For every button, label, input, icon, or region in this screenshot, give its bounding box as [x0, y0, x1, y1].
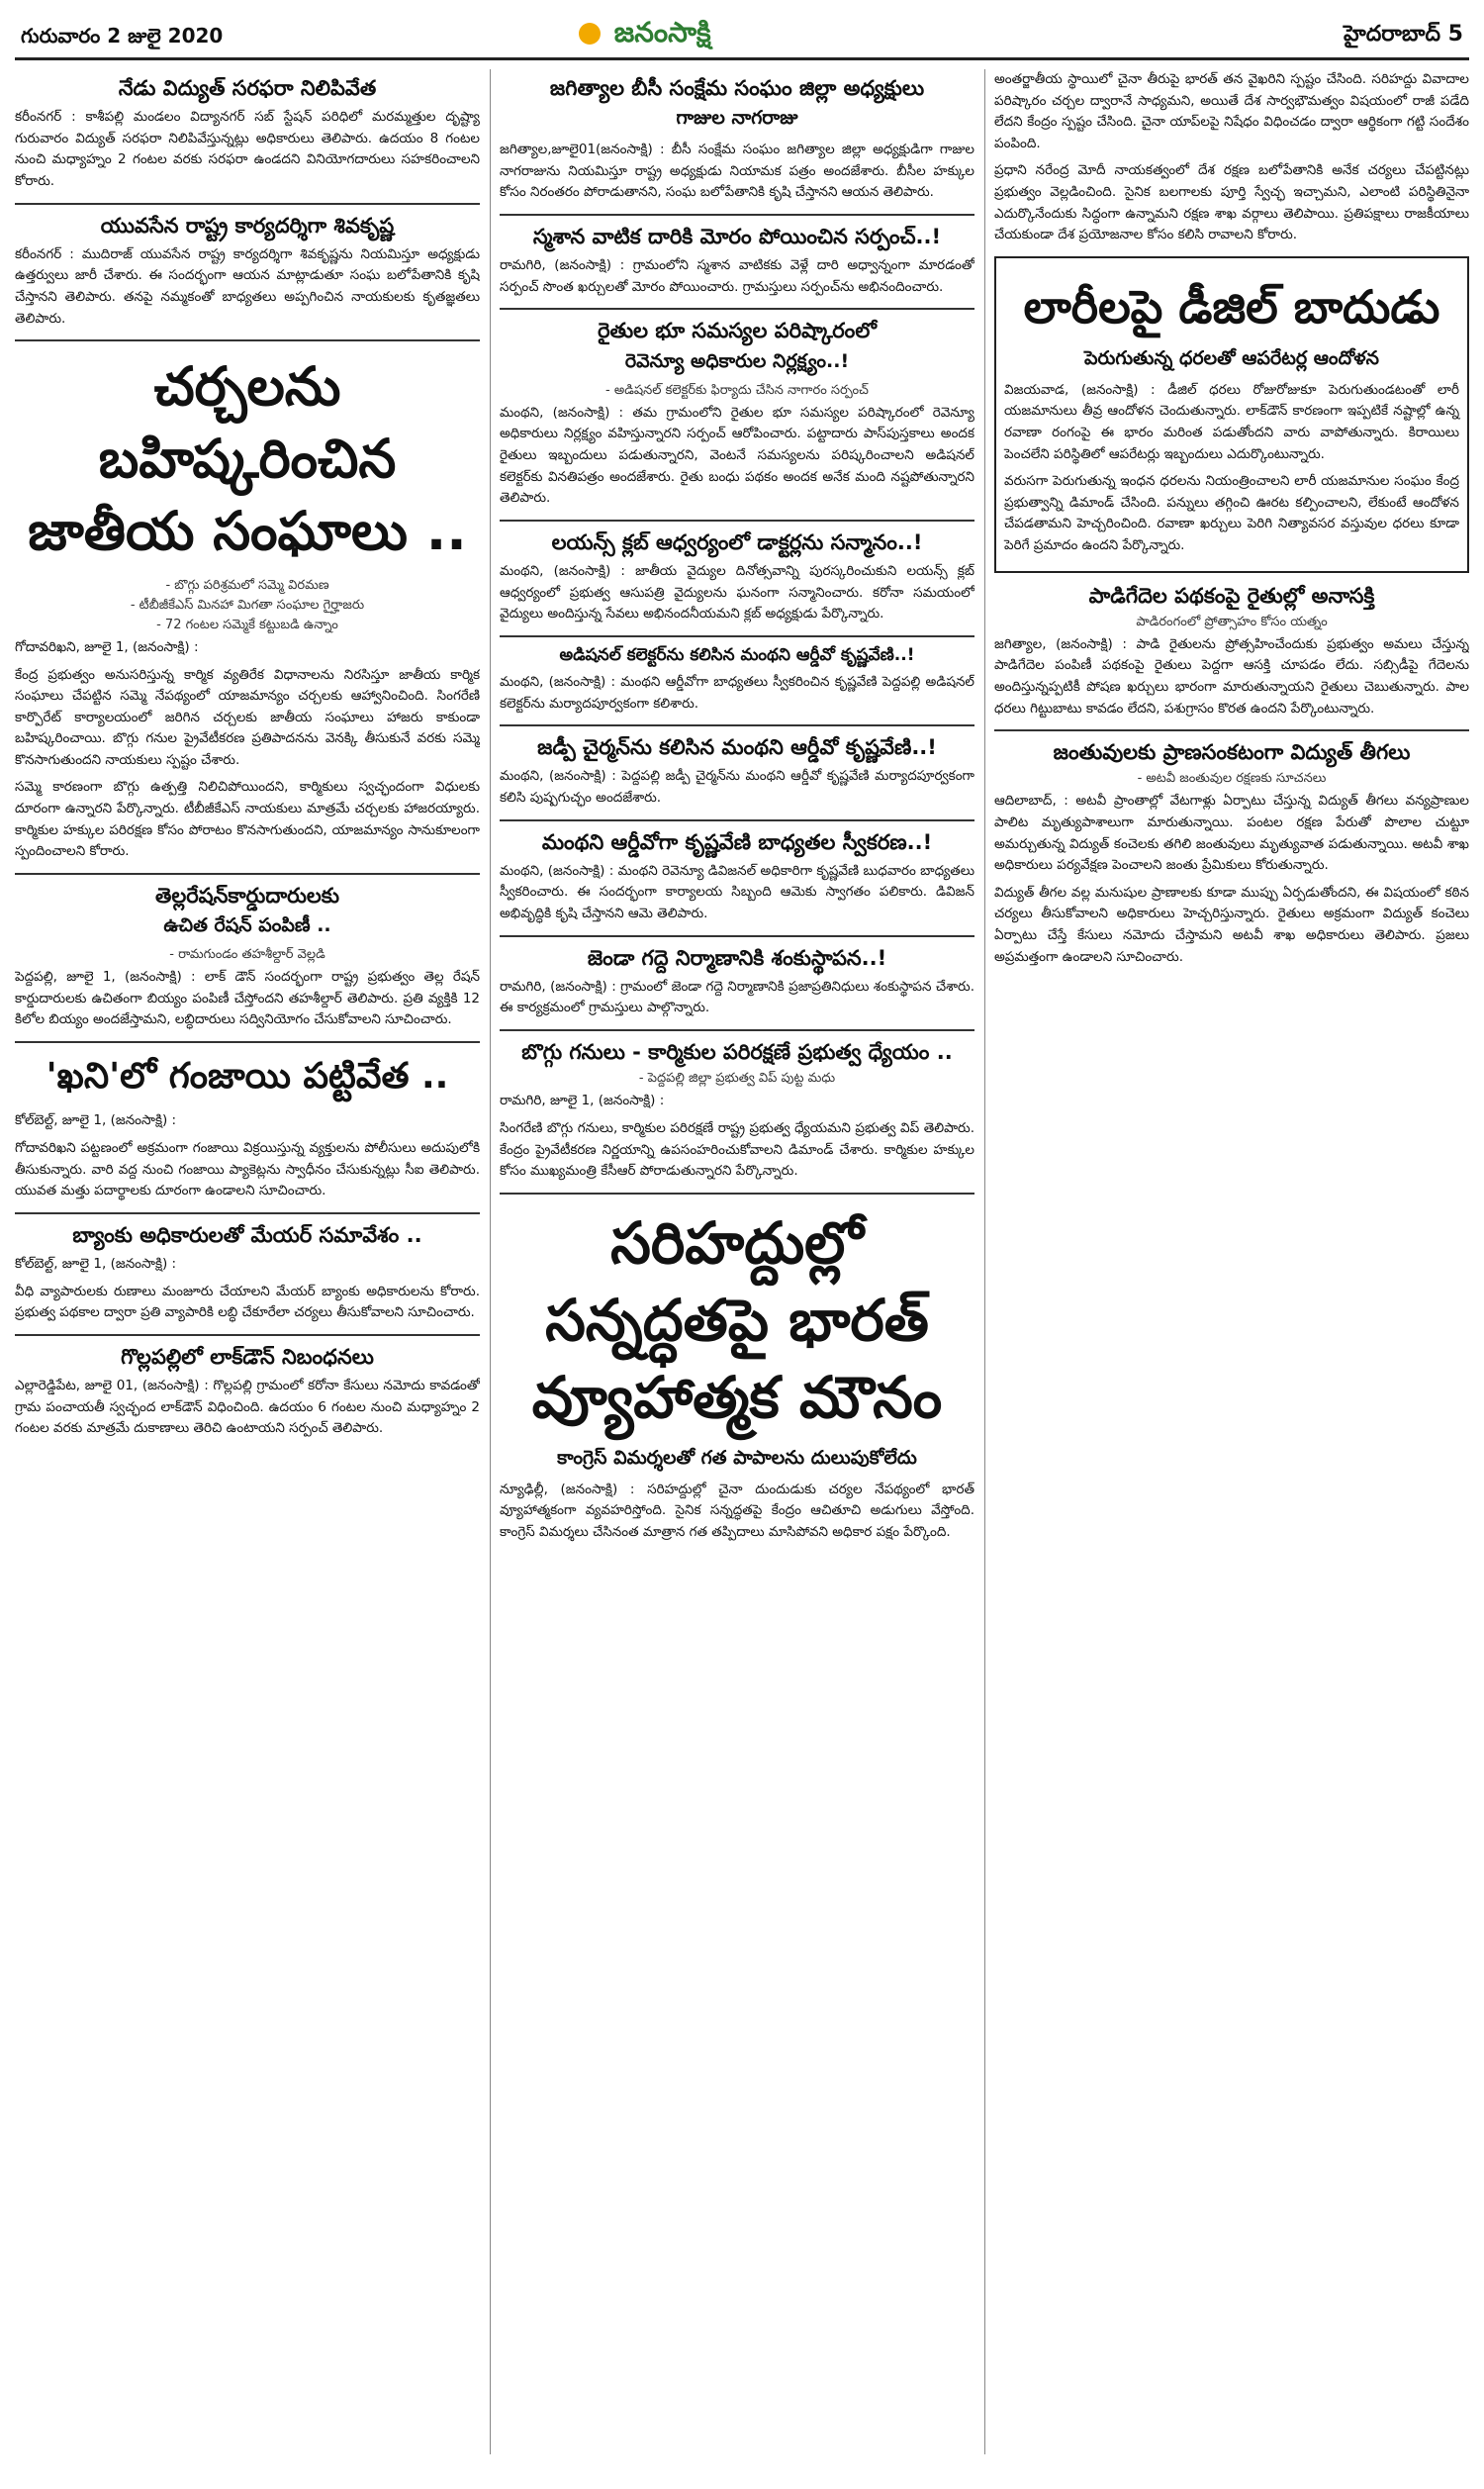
article-body: మంథని, (జనంసాక్షి) : మంథని రెవెన్యూ డివిజనల్ అధికారిగా కృష్ణవేణి బుధవారం బాధ్యతలు స్వీకరించారు. ఈ సందర్భంగా కార్యాలయ సిబ్బంది ఆమెకు స్వాగతం పలికారు. డివిజన్ అభివృద్ధికి కృషి చేస్తానని ఆమె తెలిపారు.	[500, 862, 974, 922]
dateline: కోల్‌బెల్ట్, జూలై 1, (జనంసాక్షి) :	[15, 1112, 177, 1129]
article-power-cut	[15, 75, 480, 193]
article-lockdown	[15, 1344, 480, 1440]
subheadline: రెవెన్యూ అధికారుల నిర్లక్ష్యం..!	[624, 349, 850, 372]
headline: లయన్స్ క్లబ్ ఆధ్వర్యంలో డాక్టర్లను సన్మానం..!	[551, 529, 923, 554]
logo-icon	[579, 23, 601, 45]
article-body: వరుసగా పెరుగుతున్న ఇంధన ధరలను నియంత్రించాలని లారీ యజమానుల సంఘం కేంద్ర ప్రభుత్వాన్ని డిమాండ్ చేసింది. పన్నులు తగ్గించి ఊరట కల్పించాలని, లేకుంటే ఆందోళన చేపడతామని హెచ్చరించింది. రవాణా ఖర్చులు పెరిగి నిత్యావసర వస్తువుల ధరలు కూడా పెరిగే ప్రమాదం ఉందని పేర్కొన్నారు.	[1004, 473, 1459, 553]
divider	[500, 214, 974, 216]
headline: పాడిగేదెల పథకంపై రైతుల్లో అనాసక్తి	[1088, 583, 1375, 608]
article-body: పెద్దపల్లి, జూలై 1, (జనంసాక్షి) : లాక్ డౌన్ సందర్భంగా రాష్ట్ర ప్రభుత్వం తెల్ల రేషన్ కార్డుదారులకు ఉచితంగా బియ్యం పంపిణీ చేస్తోందని తహశీల్దార్ తెలిపారు. ప్రతి వ్యక్తికి 12 కిలోల బియ్యం అందజేస్తామని, లబ్ధిదారులు సద్వినియోగం చేసుకోవాలని సూచించారు.	[15, 969, 480, 1028]
divider	[994, 729, 1469, 731]
article-body: మంథని, (జనంసాక్షి) : పెద్దపల్లి జడ్పీ చైర్మన్‌ను మంథని ఆర్డీవో కృష్ణవేణి మర్యాదపూర్వకంగా కలిసి పుష్పగుచ్ఛం అందజేశారు.	[500, 768, 974, 806]
article-ration	[15, 883, 480, 1031]
headline: తెల్లరేషన్‌కార్డుదారులకు	[155, 883, 339, 908]
subheadline: కాంగ్రెస్ విమర్శలతో గత పాపాలను దులుపుకోలేదు	[557, 1446, 917, 1469]
column-3	[994, 69, 1469, 2454]
headline: బొగ్గు గనులు - కార్మికుల పరిరక్షణే ప్రభుత్వ ధ్యేయం ..	[521, 1040, 953, 1065]
article-body: సమ్మె కారణంగా బొగ్గు ఉత్పత్తి నిలిచిపోయిందని, కార్మికులు స్వచ్ఛందంగా విధులకు దూరంగా ఉన్నారని పేర్కొన్నారు. టీబీజీకేఎస్ నాయకులు మాత్రమే చర్చలకు హాజరయ్యారు. కార్మికుల హక్కుల పరిరక్షణ కోసం పోరాటం కొనసాగుతుందని, యాజమాన్యం సానుకూలంగా స్పందించాలని కోరారు.	[15, 779, 480, 860]
article-mayor	[15, 1222, 480, 1324]
article-border	[500, 1204, 974, 1544]
article-lions	[500, 529, 974, 625]
divider	[500, 520, 974, 522]
article-dairy	[994, 583, 1469, 720]
article-body: ఆదిలాబాద్, : అటవీ ప్రాంతాల్లో వేటగాళ్లు ఏర్పాటు చేస్తున్న విద్యుత్ తీగలు వన్యప్రాణుల పాలిట మృత్యుపాశాలుగా మారుతున్నాయి. పంటల రక్షణ పేరుతో పొలాల చుట్టూ అమర్చుతున్న విద్యుత్ కంచెలకు తగిలి జంతువులు మృత్యువాత పడుతున్నాయి. అటవీ శాఖ అధికారులు పర్యవేక్షణ పెంచాలని జంతు ప్రేమికులు కోరుతున్నారు.	[994, 793, 1469, 874]
headline: మంథని ఆర్డీవోగా కృష్ణవేణి బాధ్యతల స్వీకరణ..!	[541, 829, 933, 854]
headline: చర్చలను బహిష్కరించిన జాతీయ సంఘాలు ..	[28, 355, 467, 563]
divider	[15, 339, 480, 341]
newspaper-page	[15, 14, 1469, 2458]
article-body: సింగరేణి బొగ్గు గనులు, కార్మికుల పరిరక్షణే రాష్ట్ర ప్రభుత్వ ధ్యేయమని ప్రభుత్వ విప్ తెలిపారు. కేంద్రం ప్రైవేటీకరణ నిర్ణయాన్ని ఉపసంహరించుకోవాలని డిమాండ్ చేశారు. కార్మికుల హక్కుల కోసం ముఖ్యమంత్రి కేసీఆర్ పోరాడుతున్నారని పేర్కొన్నారు.	[500, 1119, 974, 1180]
byline: - అడిషనల్ కలెక్టర్‌కు ఫిర్యాదు చేసిన నాగారం సర్పంచ్	[605, 382, 869, 398]
article-body: రామగిరి, (జనంసాక్షి) : గ్రామంలోని స్మశాన వాటికకు వెళ్లే దారి అధ్వాన్నంగా మారడంతో సర్పంచ్ సొంత ఖర్చులతో మోరం పోయించారు. గ్రామస్తులు సర్పంచ్‌ను అభినందించారు.	[500, 257, 974, 295]
article-body: కేంద్ర ప్రభుత్వం అనుసరిస్తున్న కార్మిక వ్యతిరేక విధానాలను నిరసిస్తూ జాతీయ కార్మిక సంఘాలు చేపట్టిన సమ్మె నేపథ్యంలో యాజమాన్యం చర్చలకు ఆహ్వానించింది. సింగరేణి కార్పొరేట్ కార్యాలయంలో జరిగిన చర్చలకు జాతీయ సంఘాలు హాజరు కాకుండా బహిష్కరించాయి. బొగ్గు గనుల ప్రైవేటీకరణ ప్రతిపాదనను వెనక్కి తీసుకునే వరకు సమ్మె కొనసాగుతుందని నాయకులు స్పష్టం చేశారు.	[15, 666, 480, 768]
headline: స్మశాన వాటిక దారికి మోరం పోయించిన సర్పంచ్..!	[532, 225, 942, 249]
divider	[15, 203, 480, 205]
subheadline: ఉచిత రేషన్ పంపిణీ ..	[163, 914, 331, 937]
article-body: కరీంనగర్ : కాశీపల్లి మండలం విద్యానగర్ సబ్‌ స్టేషన్ పరిధిలో మరమ్మత్తుల దృష్ట్యా గురువారం విద్యుత్ సరఫరా నిలిపివేస్తున్నట్లు అధికారులు తెలిపారు. ఉదయం 8 గంటల నుంచి మధ్యాహ్నం 2 గంటల వరకు సరఫరా ఉండదని వినియోగదారులు సహకరించాలని కోరారు.	[15, 109, 480, 190]
subheadline: గాజుల నాగరాజు	[676, 107, 798, 130]
divider	[15, 1212, 480, 1214]
divider	[500, 1029, 974, 1031]
headline: గొల్లపల్లిలో లాక్‌డౌన్ నిబంధనలు	[121, 1344, 374, 1369]
article-rdo-charge	[500, 829, 974, 925]
byline: - టీబీజీకేఎస్ మినహా మిగతా సంఘాల గైర్హాజరు	[130, 597, 365, 613]
article-diesel	[994, 256, 1469, 573]
article-body: మంథని, (జనంసాక్షి) : మంథని ఆర్డీవోగా బాధ్యతలు స్వీకరించిన కృష్ణవేణి పెద్దపల్లి అడిషనల్ కలెక్టర్‌ను మర్యాదపూర్వకంగా కలిశారు.	[500, 673, 974, 712]
location-page: హైదరాబాద్ 5	[1344, 22, 1463, 47]
article-body: జగిత్యాల, (జనంసాక్షి) : పాడి రైతులను ప్రోత్సహించేందుకు ప్రభుత్వం అమలు చేస్తున్న పాడిగేదెల పంపిణీ పథకంపై రైతులు పెద్దగా ఆసక్తి చూపడం లేదు. సబ్సిడీపై గేదెలను అందిస్తున్నప్పటికీ పోషణ ఖర్చులు భారంగా మారుతున్నాయని రైతులు చెబుతున్నారు. పాల ధరలు గిట్టుబాటు కావడం లేదని, పశుగ్రాసం కొరత ఉందని పేర్కొంటున్నారు.	[994, 635, 1469, 717]
divider	[15, 1041, 480, 1043]
headline: జడ్పీ చైర్మన్‌ను కలిసిన మంథని ఆర్డీవో కృష్ణవేణి..!	[537, 735, 937, 760]
dateline: కోల్‌బెల్ట్, జూలై 1, (జనంసాక్షి) :	[15, 1256, 177, 1273]
headline: జంతువులకు ప్రాణసంకటంగా విద్యుత్ తీగలు	[1053, 740, 1411, 765]
article-body: కరీంనగర్ : ముదిరాజ్ యువసేన రాష్ట్ర కార్యదర్శిగా శివకృష్ణను నియమిస్తూ అధ్యక్షుడు ఉత్తర్వులు జారీ చేశారు. ఈ సందర్భంగా ఆయన మాట్లాడుతూ సంఘ బలోపేతానికి కృషి చేస్తానని తెలిపారు. తనపై నమ్మకంతో బాధ్యతలు అప్పగించిన నాయకులకు కృతజ్ఞతలు తెలిపారు.	[15, 245, 480, 327]
article-bc-sangham	[500, 75, 974, 204]
issue-date: గురువారం 2 జులై 2020	[21, 24, 224, 48]
byline: - అటవీ జంతువుల రక్షణకు సూచనలు	[1137, 771, 1327, 787]
headline: 'ఖని'లో గంజాయి పట్టివేత ..	[46, 1055, 449, 1097]
article-body: మంథని, (జనంసాక్షి) : తమ గ్రామంలోని రైతుల భూ సమస్యల పరిష్కారంలో రెవెన్యూ అధికారులు నిర్లక్ష్యం వహిస్తున్నారని సర్పంచ్ ఆరోపించారు. పట్టాదారు పాస్‌పుస్తకాలు అందక రైతులు ఇబ్బందులు పడుతున్నారని, వెంటనే సమస్యలను పరిష్కరించాలని అడిషనల్ కలెక్టర్‌కు వినతిపత్రం అందజేశారు. రైతు బంధు పథకం అందక అనేక మంది నష్టపోతున్నారని తెలిపారు.	[500, 404, 974, 507]
columns	[15, 69, 1469, 2454]
article-body: జగిత్యాల,జూలై01(జనంసాక్షి) : బీసీ సంక్షేమ సంఘం జగిత్యాల జిల్లా అధ్యక్షుడిగా గాజుల నాగరాజును నియమిస్తూ రాష్ట్ర అధ్యక్షుడు నియామక పత్రం అందజేశారు. బీసీల హక్కుల కోసం నిరంతరం పోరాడుతానని, సంఘ బలోపేతానికి కృషి చేస్తానని ఆయన తెలిపారు.	[500, 142, 974, 201]
article-smashana	[500, 224, 974, 298]
article-revenue	[500, 318, 974, 509]
divider	[15, 1334, 480, 1336]
newspaper-logo[interactable]	[579, 16, 711, 55]
byline: - పెద్దపల్లి జిల్లా ప్రభుత్వ విప్ పుట్ట మధు	[638, 1071, 836, 1087]
headline: బ్యాంకు అధికారులతో మేయర్ సమావేశం ..	[72, 1222, 422, 1247]
divider	[500, 308, 974, 310]
article-body: అంతర్జాతీయ స్థాయిలో చైనా తీరుపై భారత్ తన వైఖరిని స్పష్టం చేసింది. సరిహద్దు వివాదాల పరిష్కారం చర్చల ద్వారానే సాధ్యమని, అయితే దేశ సార్వభౌమత్వం విషయంలో రాజీ పడేది లేదని కేంద్రం స్పష్టం చేసింది. చైనా యాప్‌లపై నిషేధం విధించడం ద్వారా ఆర్థికంగా గట్టి సందేశం పంపింది.	[994, 71, 1469, 151]
divider	[500, 819, 974, 821]
article-rdo-zp	[500, 734, 974, 809]
headline: యువసేన రాష్ట్ర కార్యదర్శిగా శివకృష్ణ	[100, 213, 395, 238]
divider	[500, 724, 974, 726]
divider	[500, 635, 974, 637]
masthead	[15, 14, 1469, 60]
headline: సరిహద్దుల్లో సన్నద్ధతపై భారత్ వ్యూహాత్మక మౌనం	[531, 1208, 943, 1432]
dateline: రామగిరి, జూలై 1, (జనంసాక్షి) :	[500, 1093, 665, 1109]
article-ganja	[15, 1053, 480, 1202]
article-border-continued	[994, 69, 1469, 246]
divider	[15, 873, 480, 875]
logo-text: జనంసాక్షి	[613, 16, 711, 48]
article-yuvasena	[15, 213, 480, 331]
byline: - 72 గంటల సమ్మెకే కట్టుబడి ఉన్నాం	[156, 617, 338, 632]
column-2	[500, 69, 974, 2454]
byline: పాడిరంగంలో ప్రోత్సాహం కోసం యత్నం	[1136, 614, 1328, 629]
article-body: ఎల్లారెడ్డిపేట, జూలై 01, (జనంసాక్షి) : గొల్లపల్లి గ్రామంలో కరోనా కేసులు నమోదు కావడంతో గ్రామ పంచాయతీ స్వచ్ఛంద లాక్‌డౌన్ విధించింది. ఉదయం 6 గంటల నుంచి మధ్యాహ్నం 2 గంటల వరకు మాత్రమే దుకాణాలు తెరిచి ఉంటాయని సర్పంచ్ తెలిపారు.	[15, 1378, 480, 1437]
article-wires	[994, 739, 1469, 968]
dateline: గోదావరిఖని, జూలై 1, (జనంసాక్షి) :	[15, 638, 199, 655]
divider	[500, 1193, 974, 1195]
article-body: మంథని, (జనంసాక్షి) : జాతీయ వైద్యుల దినోత్సవాన్ని పురస్కరించుకుని లయన్స్ క్లబ్ ఆధ్వర్యంలో ప్రభుత్వ ఆసుపత్రి వైద్యులను ఘనంగా సన్మానించారు. కరోనా సమయంలో వైద్యులు అందిస్తున్న సేవలు అభినందనీయమని క్లబ్ అధ్యక్షుడు పేర్కొన్నారు.	[500, 562, 974, 622]
article-body: వీధి వ్యాపారులకు రుణాలు మంజూరు చేయాలని మేయర్ బ్యాంకు అధికారులను కోరారు. ప్రభుత్వ పథకాల ద్వారా ప్రతి వ్యాపారికి లబ్ధి చేకూరేలా చర్యలు తీసుకోవాలని సూచించారు.	[15, 1283, 480, 1321]
headline: నేడు విద్యుత్ సరఫరా నిలిపివేత	[118, 76, 377, 100]
article-body: ప్రధాని నరేంద్ర మోదీ నాయకత్వంలో దేశ రక్షణ బలోపేతానికి అనేక చర్యలు చేపట్టినట్లు ప్రభుత్వం వెల్లడించింది. సైనిక బలగాలకు పూర్తి స్వేచ్ఛ ఇచ్చామని, ఎలాంటి పరిస్థితినైనా ఎదుర్కొనేందుకు సిద్ధంగా ఉన్నామని రక్షణ శాఖ వర్గాలు తెలిపాయి. ప్రతిపక్షాలు రాజకీయాలు చేయకుండా దేశ ప్రయోజనాల కోసం కలిసి రావాలని కోరారు.	[994, 162, 1469, 243]
divider	[500, 935, 974, 937]
byline: - రామగుండం తహశీల్దార్ వెల్లడి	[169, 947, 325, 963]
article-flag-post	[500, 945, 974, 1019]
headline: రైతుల భూ సమస్యల పరిష్కారంలో	[598, 319, 877, 343]
headline: జెండా గద్దె నిర్మాణానికి శంకుస్థాపన..!	[587, 945, 887, 970]
column-divider	[490, 69, 491, 2454]
article-coal-mines	[500, 1039, 974, 1183]
article-body: రామగిరి, (జనంసాక్షి) : గ్రామంలో జెండా గద్దె నిర్మాణానికి ప్రజాప్రతినిధులు శంకుస్థాపన చేశారు. ఈ కార్యక్రమంలో గ్రామస్తులు పాల్గొన్నారు.	[500, 978, 974, 1016]
byline: - బొగ్గు పరిశ్రమలో సమ్మె విరమణ	[165, 577, 329, 593]
article-body: గోదావరిఖని పట్టణంలో అక్రమంగా గంజాయి విక్రయిస్తున్న వ్యక్తులను పోలీసులు అదుపులోకి తీసుకున్నారు. వారి వద్ద నుంచి గంజాయి ప్యాకెట్లను స్వాధీనం చేసుకున్నట్లు సీఐ తెలిపారు. యువత మత్తు పదార్థాలకు దూరంగా ఉండాలని సూచించారు.	[15, 1140, 480, 1199]
article-national-unions	[15, 351, 480, 863]
column-divider	[984, 69, 985, 2454]
headline: జగిత్యాల బీసీ సంక్షేమ సంఘం జిల్లా అధ్యక్షులు	[549, 76, 925, 100]
article-body: విజయవాడ, (జనంసాక్షి) : డీజిల్ ధరలు రోజురోజుకూ పెరుగుతుండటంతో లారీ యజమానులు తీవ్ర ఆందోళన చెందుతున్నారు. లాక్‌డౌన్ కారణంగా ఇప్పటికే నష్టాల్లో ఉన్న రవాణా రంగంపై ఈ భారం మరింత పడుతోందని వారు వాపోతున్నారు. కిరాయిలు పెంచలేని పరిస్థితిలో ఆపరేటర్లు ఇబ్బందులు ఎదుర్కొంటున్నారు.	[1004, 381, 1459, 462]
article-body: న్యూఢిల్లీ, (జనంసాక్షి) : సరిహద్దుల్లో చైనా దుందుడుకు చర్యల నేపథ్యంలో భారత్ వ్యూహాత్మకంగా వ్యవహరిస్తోంది. సైనిక సన్నద్ధతపై కేంద్రం ఆచితూచి అడుగులు వేస్తోంది. కాంగ్రెస్ విమర్శలు చేసినంత మాత్రాన గత తప్పిదాలు మాసిపోవని అధికార పక్షం పేర్కొంది.	[500, 1481, 974, 1540]
article-rdo-collector	[500, 645, 974, 715]
headline: అడిషనల్ కలెక్టర్‌ను కలిసిన మంథని ఆర్డీవో కృష్ణవేణి..!	[559, 644, 915, 665]
article-body: విద్యుత్ తీగల వల్ల మనుషుల ప్రాణాలకు కూడా ముప్పు ఏర్పడుతోందని, ఈ విషయంలో కఠిన చర్యలు తీసుకోవాలని అధికారులు హెచ్చరిస్తున్నారు. రైతులు అక్రమంగా విద్యుత్ కంచెలు ఏర్పాటు చేస్తే కేసులు నమోదు చేస్తామని అటవీ శాఖ అధికారులు తెలిపారు. ప్రజలు అప్రమత్తంగా ఉండాలని సూచించారు.	[994, 884, 1469, 965]
column-1	[15, 69, 480, 2454]
subheadline: పెరుగుతున్న ధరలతో ఆపరేటర్ల ఆందోళన	[1084, 346, 1379, 369]
headline: లారీలపై డీజిల్ బాదుడు	[1023, 279, 1440, 334]
